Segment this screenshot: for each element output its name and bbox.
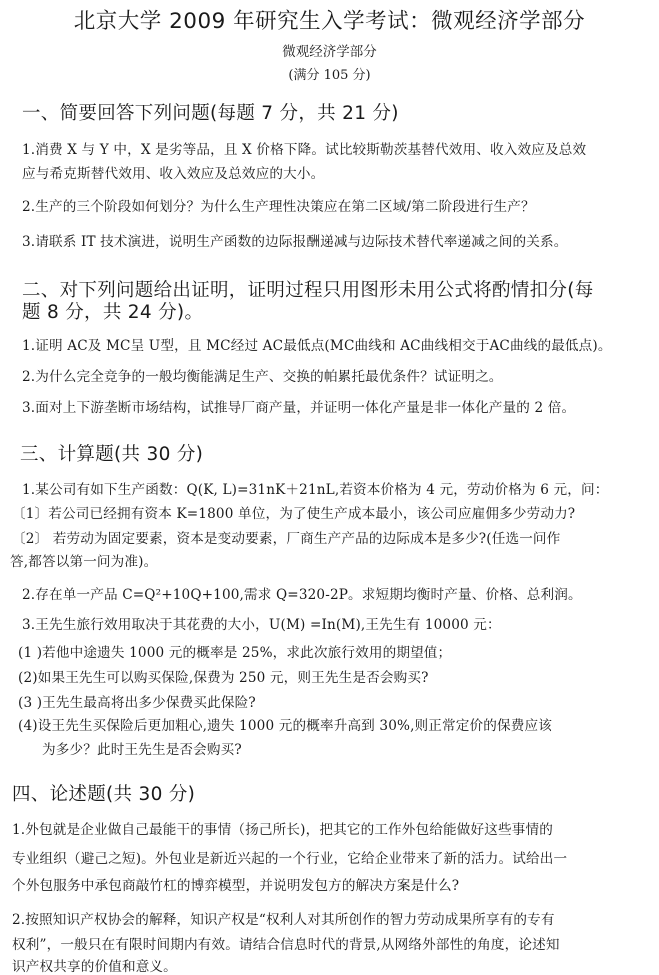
section-2-heading-line-1: 二、对下列问题给出证明，证明过程只用图形未用公式将酌情扣分(每 [22, 280, 594, 301]
question-4-1-line-1: 1.外包就是企业做自己最能干的事情（扬己所长)，把其它的工作外包给能做好这些事情的 [12, 822, 553, 838]
question-2-2: 2.为什么完全竞争的一般均衡能满足生产、交换的帕累托最优条件？试证明之。 [22, 369, 503, 385]
question-3-2: 2.存在单一产品 C=Q²+10Q+100,需求 Q=320-2P。求短期均衡时产量、价格、总利润。 [22, 587, 582, 603]
question-3-1-line-1: 1.某公司有如下生产函数：Q(K, L)=31nK＋21nL,若资本价格为 4 元，劳动价格为 6 元，问： [22, 482, 609, 498]
question-1-1-line-2: 应与希克斯替代效用、收入效应及总效应的大小。 [22, 166, 325, 182]
section-1-heading: 一、简要回答下列问题(每题 7 分，共 21 分) [22, 103, 399, 124]
question-4-1-line-2: 专业组织（避己之短)。外包业是新近兴起的一个行业，它给企业带来了新的活力。试给出一 [12, 851, 568, 867]
question-3-3-sub-4-line-2: 为多少？此时王先生是否会购买? [42, 742, 242, 758]
question-4-2-line-3: 识产权共享的价值和意义。 [12, 959, 177, 975]
question-1-1-line-1: 1.消费 X 与 Y 中，X 是劣等品，且 X 价格下降。试比较斯勒茨基替代效用、收入效应及总效 [22, 142, 587, 158]
question-4-2-line-2: 权利”，一般只在有限时间期内有效。请结合信息时代的背景,从网络外部性的角度，论述知 [12, 937, 560, 953]
question-4-2-line-1: 2.按照知识产权协会的解释，知识产权是“权利人对其所创作的智力劳动成果所享有的专有 [12, 912, 555, 928]
question-4-1-line-3: 个外包服务中承包商敲竹杠的博弈模型，并说明发包方的解决方案是什么? [12, 878, 460, 894]
question-3-3-sub-3: (3 )王先生最高将出多少保费买此保险? [18, 695, 256, 711]
question-3-3-sub-1: (1 )若他中途遗失 1000 元的概率是 25%，求此次旅行效用的期望值； [18, 645, 452, 661]
question-3-3-sub-2: (2)如果王先生可以购买保险,保费为 250 元，则王先生是否会购买? [18, 670, 429, 686]
question-1-2: 2.生产的三个阶段如何划分？为什么生产理性决策应在第二区域/第二阶段进行生产？ [22, 199, 535, 215]
question-3-1-line-2: 〔1〕若公司已经拥有资本 K=1800 单位，为了使生产成本最小，该公司应雇佣多少劳动力? [12, 506, 576, 522]
section-3-heading: 三、计算题(共 30 分) [20, 444, 204, 465]
question-2-3: 3.面对上下游垄断市场结构，试推导厂商产量，并证明一体化产量是非一体化产量的 2 倍。 [22, 400, 576, 416]
question-3-3-line-1: 3.王先生旅行效用取决于其花费的大小，U(M) =In(M),王先生有 10000 元： [22, 617, 501, 633]
full-score-note: (满分 105 分) [288, 68, 371, 83]
section-2-heading-line-2: 题 8 分，共 24 分)。 [22, 302, 204, 323]
question-1-3: 3.请联系 IT 技术演进，说明生产函数的边际报酬递减与边际技术替代率递减之间的关系。 [22, 234, 568, 250]
section-4-heading: 四、论述题(共 30 分) [12, 784, 196, 805]
question-3-3-sub-4-line-1: (4)设王先生买保险后更加粗心,遗失 1000 元的概率升高到 30%,则正常定价的保费应该 [18, 718, 552, 734]
question-2-1: 1.证明 AC及 MC呈 U型，且 MC经过 AC最低点(MC曲线和 AC曲线相交于AC曲线的最低点)。 [22, 338, 612, 354]
document-subtitle: 微观经济学部分 [282, 44, 377, 60]
question-3-1-line-3: 〔2〕 若劳动为固定要素，资本是变动要素，厂商生产产品的边际成本是多少?(任选一问作 [12, 531, 561, 547]
question-3-1-line-4: 答,都答以第一问为准)。 [10, 554, 158, 570]
document-title: 北京大学 2009 年研究生入学考试：微观经济学部分 [73, 9, 586, 34]
